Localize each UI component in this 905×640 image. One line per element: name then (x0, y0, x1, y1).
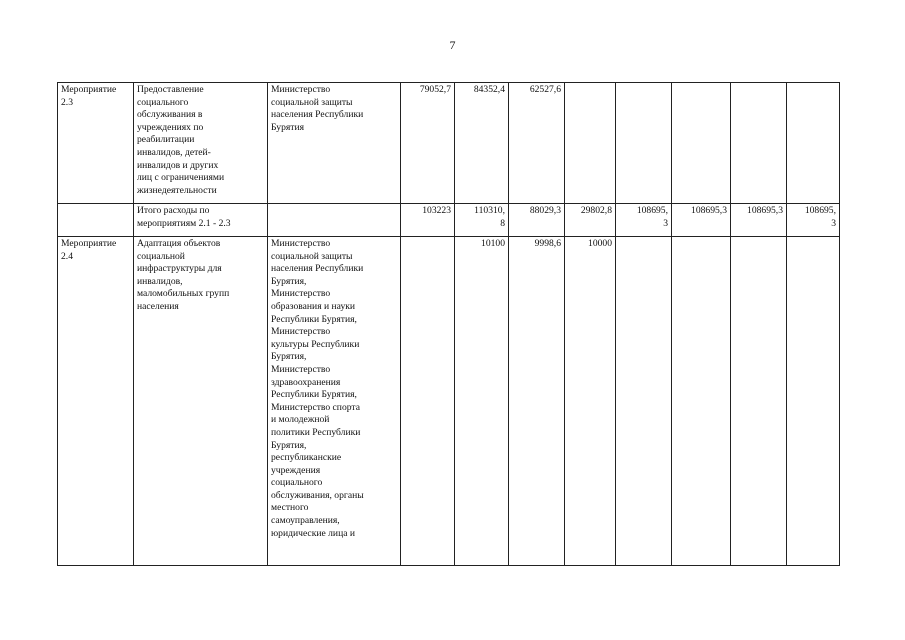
measure-name-cell: Адаптация объектов социальной инфраструктуры для инвалидов, маломобильных групп населения (134, 237, 268, 566)
value-cell: 79052,7 (401, 83, 455, 204)
value-cell: 84352,4 (455, 83, 509, 204)
total-value-cell: 110310, 8 (455, 204, 509, 237)
total-value-cell: 29802,8 (565, 204, 616, 237)
value-cell: 62527,6 (509, 83, 565, 204)
measure-name-cell: Итого расходы по мероприятиям 2.1 - 2.3 (134, 204, 268, 237)
total-value-cell: 108695,3 (672, 204, 731, 237)
value-cell (616, 83, 672, 204)
page-number: 7 (449, 38, 456, 52)
executor-cell: Министерство социальной защиты населения Республики Бурятия (268, 83, 401, 204)
total-value-cell: 108695,3 (731, 204, 787, 237)
value-cell (401, 237, 455, 566)
value-cell (731, 237, 787, 566)
value-cell (787, 237, 840, 566)
table-row (58, 204, 840, 237)
value-cell (787, 83, 840, 204)
value-cell (731, 83, 787, 204)
table-row (58, 83, 840, 204)
value-cell: 9998,6 (509, 237, 565, 566)
measure-id-cell: Мероприятие 2.3 (58, 83, 134, 204)
value-cell (616, 237, 672, 566)
total-value-cell: 108695, 3 (616, 204, 672, 237)
value-cell (565, 83, 616, 204)
total-value-cell: 88029,3 (509, 204, 565, 237)
value-cell: 10100 (455, 237, 509, 566)
measure-name-cell: Предоставление социального обслуживания в учреждениях по реабилитации инвалидов, детей- инвалидов и других лиц с ограничениями жизнедеятельности (134, 83, 268, 204)
budget-table (57, 82, 840, 566)
value-cell (672, 83, 731, 204)
executor-cell (268, 204, 401, 237)
value-cell: 10000 (565, 237, 616, 566)
executor-cell: Министерство социальной защиты населения Республики Бурятия, Министерство образования и науки Республики Бурятия, Министерство культуры Республики Бурятия, Министерство здравоохранения Республики Бурятия, Министерство спорта и молодежной политики Республики Бурятия, республиканские учреждения социального обслуживания, органы местного самоуправления, юридические лица и (268, 237, 401, 566)
measure-id-cell (58, 204, 134, 237)
table-row (58, 237, 840, 566)
total-value-cell: 108695, 3 (787, 204, 840, 237)
measure-id-cell: Мероприятие 2.4 (58, 237, 134, 566)
total-value-cell: 103223 (401, 204, 455, 237)
value-cell (672, 237, 731, 566)
